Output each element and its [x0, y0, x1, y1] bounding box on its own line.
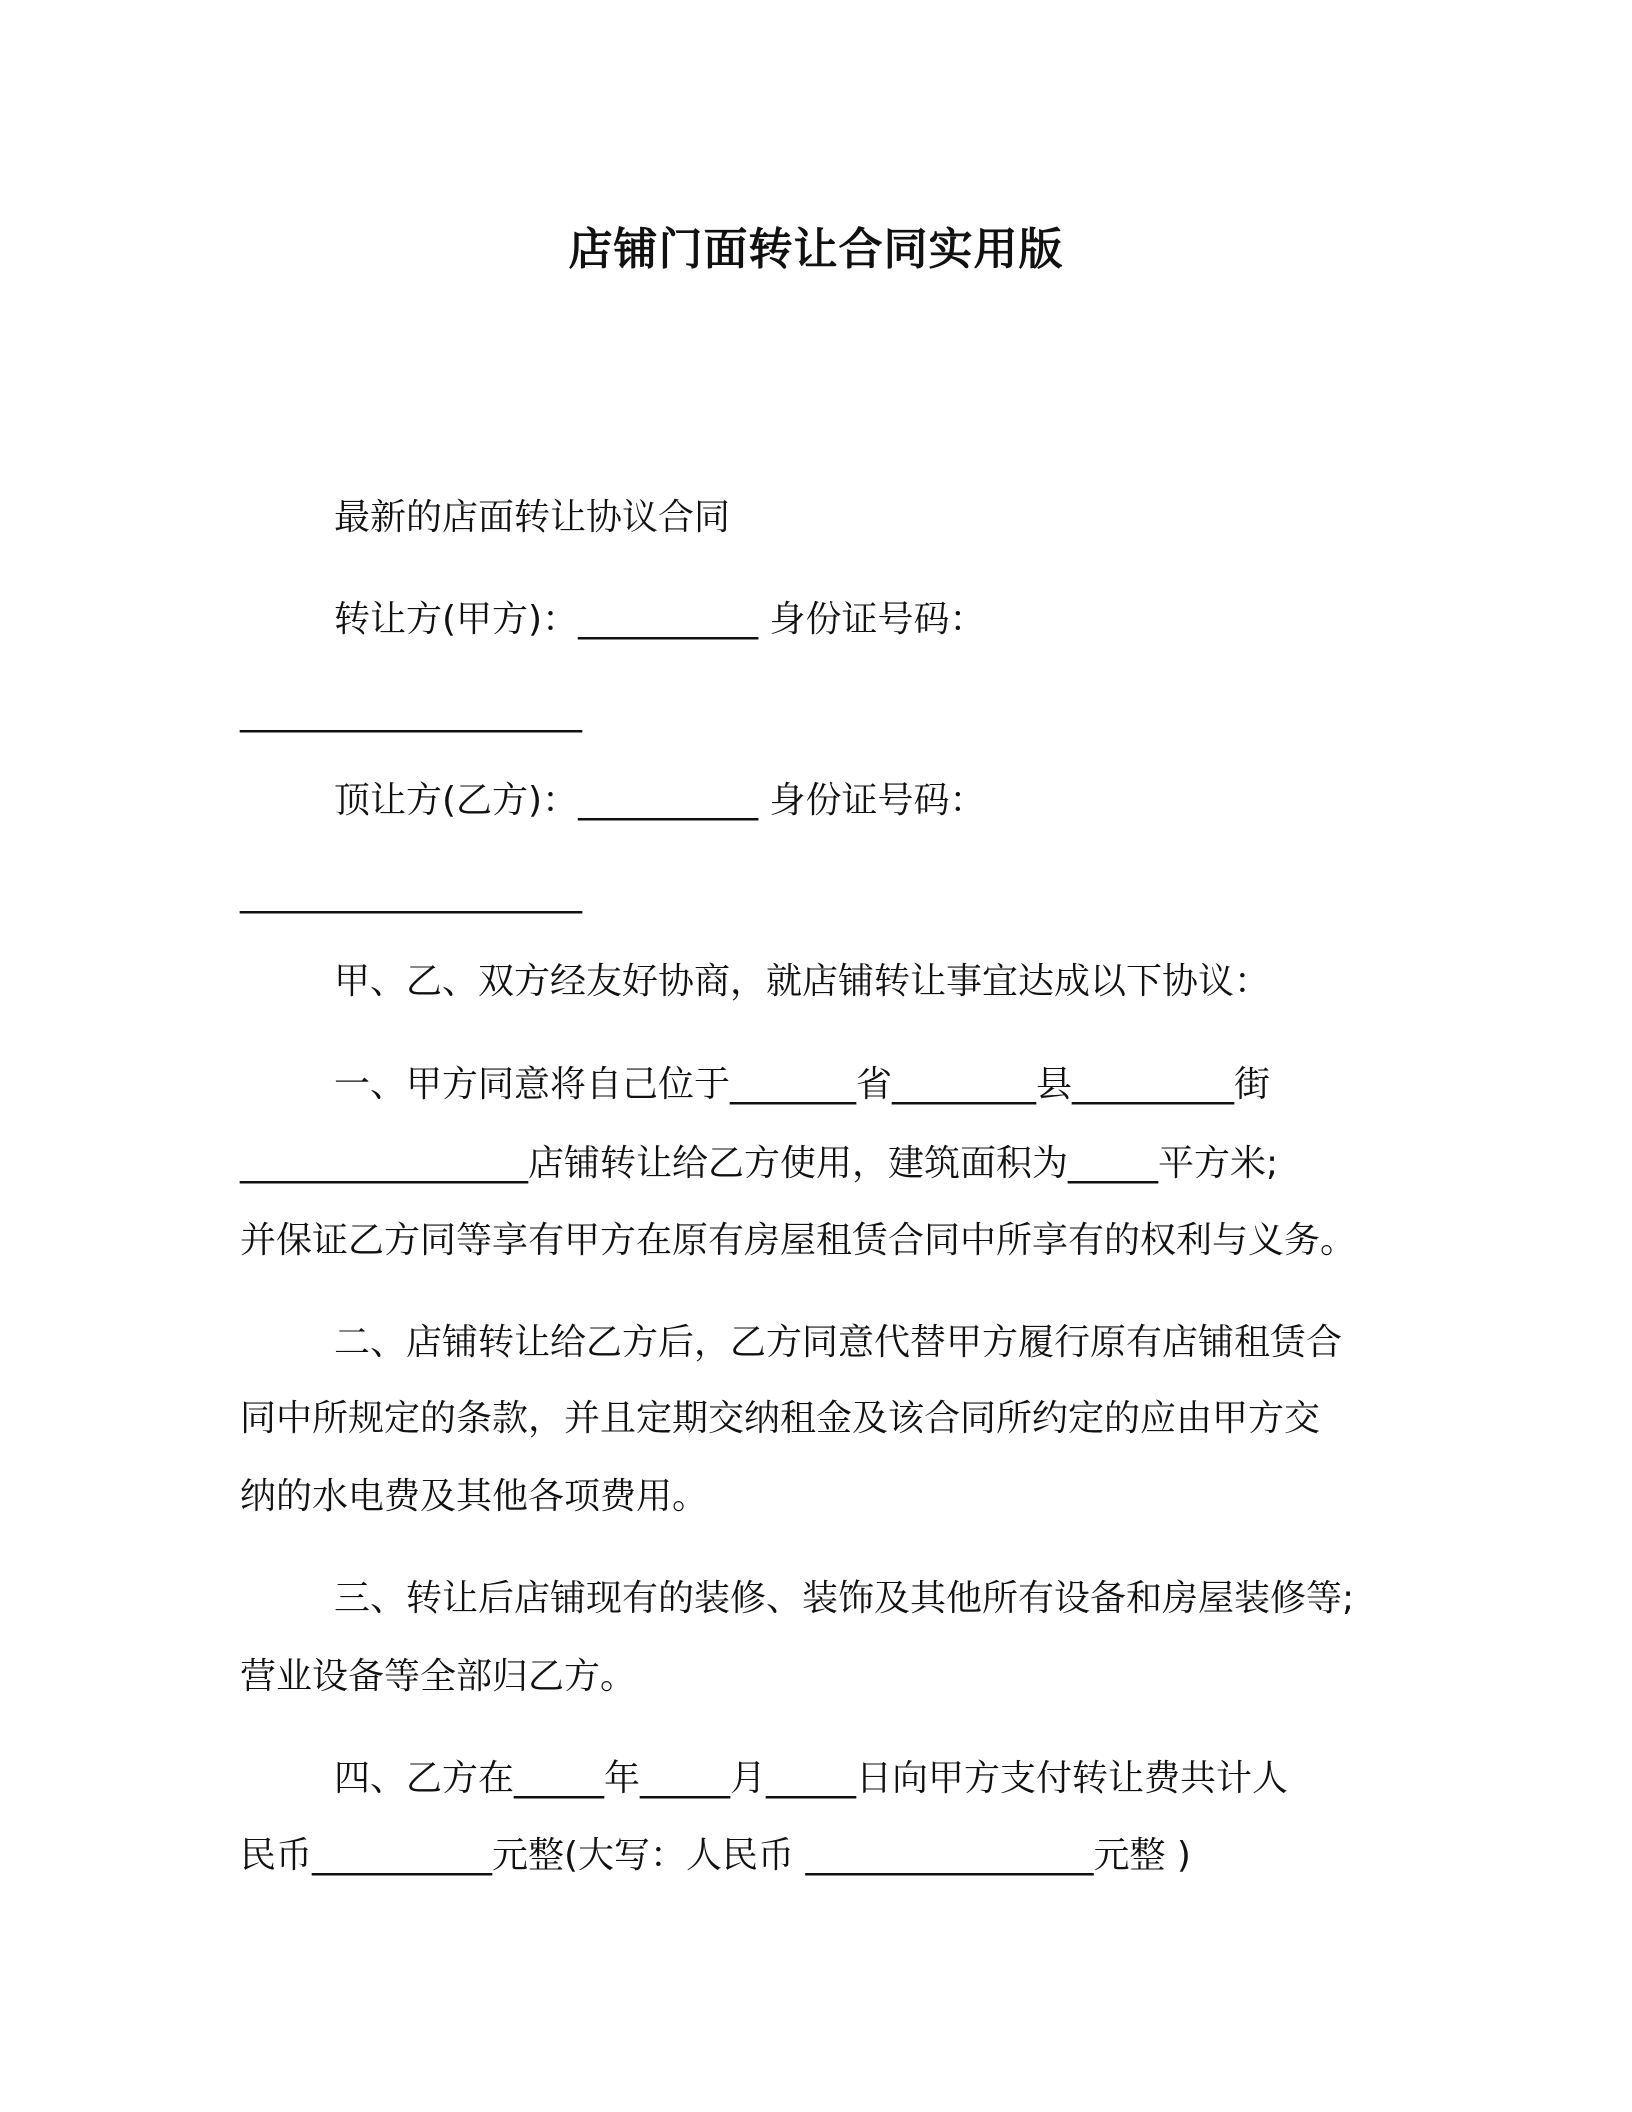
party-a-id-blank: ___________________: [240, 692, 582, 733]
clause-2-line-2: 同中所规定的条款，并且定期交纳租金及该合同所约定的应由甲方交: [240, 1398, 1321, 1439]
clause-3-line-2: 营业设备等全部归乙方。: [240, 1656, 637, 1697]
party-b-line: 顶让方(乙方)：__________ 身份证号码：: [334, 780, 986, 821]
clause-2-line-3: 纳的水电费及其他各项费用。: [240, 1476, 709, 1517]
clause-1-line-2: ________________店铺转让给乙方使用，建筑面积为_____平方米;: [240, 1143, 1279, 1184]
clause-1-line-3: 并保证乙方同等享有甲方在原有房屋租赁合同中所享有的权利与义务。: [240, 1220, 1357, 1261]
clause-2-line-1: 二、店铺转让给乙方后，乙方同意代替甲方履行原有店铺租赁合: [334, 1322, 1343, 1363]
clause-3-line-1: 三、转让后店铺现有的装修、装饰及其他所有设备和房屋装修等;: [334, 1578, 1355, 1619]
intro-paragraph: 甲、乙、双方经友好协商，就店铺转让事宜达成以下协议：: [334, 961, 1271, 1002]
clause-4-line-1: 四、乙方在_____年_____月_____日向甲方支付转让费共计人: [334, 1758, 1289, 1799]
document-title: 店铺门面转让合同实用版: [568, 224, 1064, 275]
subtitle: 最新的店面转让协议合同: [334, 497, 731, 538]
party-b-id-blank: ___________________: [240, 873, 582, 914]
party-a-line: 转让方(甲方)：__________ 身份证号码：: [334, 599, 986, 640]
clause-4-line-2: 民币__________元整(大写：人民币 ________________元整 ): [240, 1835, 1191, 1876]
clause-1-line-1: 一、甲方同意将自己位于_______省________县_________街: [334, 1064, 1271, 1105]
